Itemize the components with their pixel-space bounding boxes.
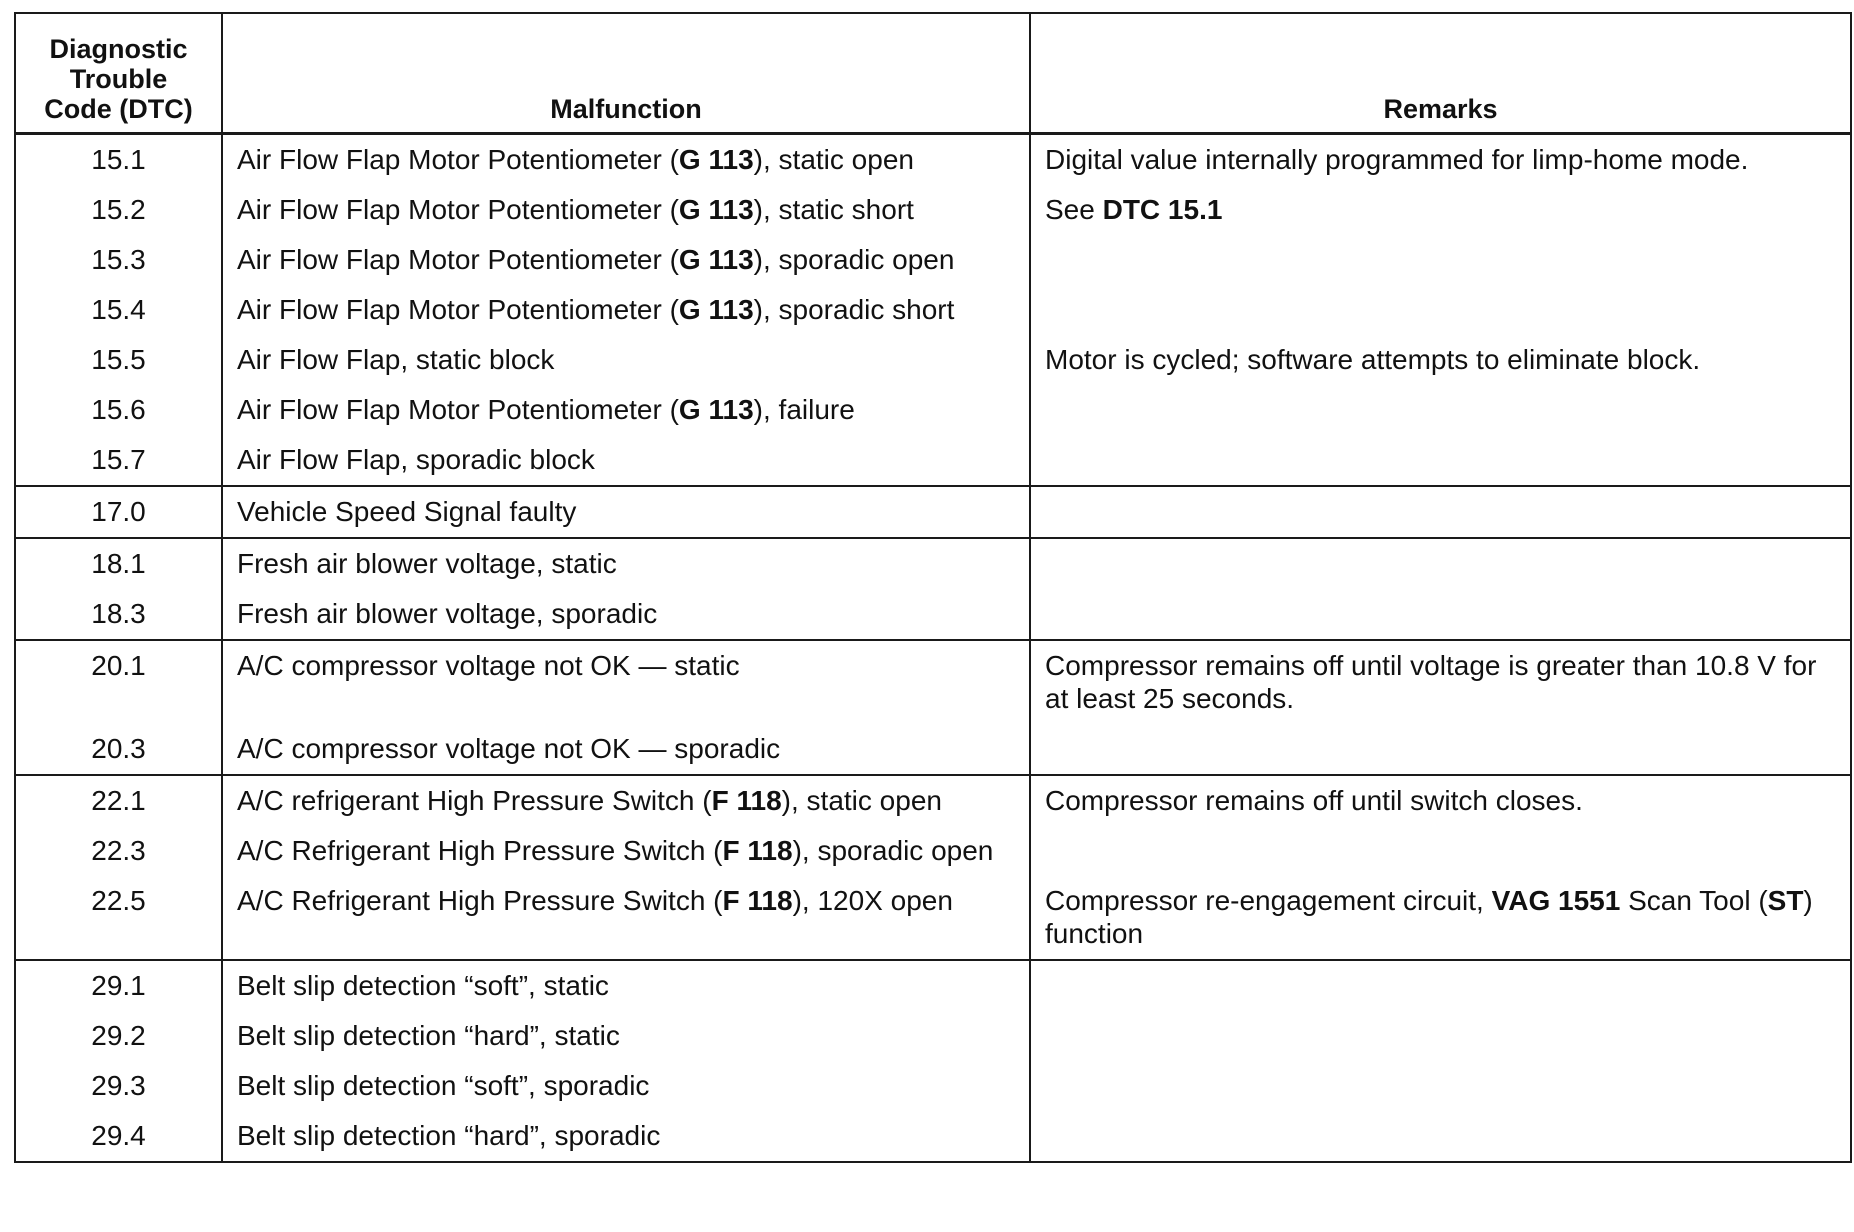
malfunction-text: F 118 <box>711 785 782 816</box>
malfunction-cell <box>222 826 1030 876</box>
malfunction-cell <box>222 724 1030 775</box>
dtc-code: 22.3 <box>15 826 222 876</box>
dtc-code: 17.0 <box>15 486 222 538</box>
malfunction-text: ), static short <box>753 194 914 225</box>
dtc-code: 18.1 <box>15 538 222 589</box>
table-row <box>15 640 1851 724</box>
dtc-code: 15.2 <box>15 185 222 235</box>
dtc-code: 22.1 <box>15 775 222 826</box>
malfunction-text: G 113 <box>678 294 754 325</box>
table-row <box>15 960 1851 1011</box>
remarks-cell <box>1030 960 1851 1011</box>
malfunction-cell <box>222 285 1030 335</box>
remarks-cell <box>1030 1061 1851 1111</box>
remarks-text: Compressor remains off until switch closes. <box>1045 785 1583 816</box>
dtc-code: 15.3 <box>15 235 222 285</box>
malfunction-cell <box>222 1011 1030 1061</box>
malfunction-cell <box>222 775 1030 826</box>
dtc-table <box>14 12 1852 1163</box>
remarks-cell <box>1030 538 1851 589</box>
malfunction-text: ), failure <box>753 394 855 425</box>
remarks-text: Scan Tool ( <box>1620 885 1768 916</box>
table-row <box>15 775 1851 826</box>
malfunction-cell <box>222 134 1030 186</box>
malfunction-text: ), static open <box>781 785 942 816</box>
malfunction-text: Belt slip detection “hard”, sporadic <box>237 1120 661 1151</box>
remarks-cell <box>1030 1111 1851 1162</box>
table-row <box>15 876 1851 960</box>
remarks-cell <box>1030 775 1851 826</box>
malfunction-text: A/C Refrigerant High Pressure Switch ( <box>237 835 723 866</box>
malfunction-text: ), sporadic open <box>792 835 994 866</box>
remarks-cell <box>1030 486 1851 538</box>
dtc-code: 15.7 <box>15 435 222 486</box>
malfunction-text: Belt slip detection “hard”, static <box>237 1020 620 1051</box>
malfunction-text: F 118 <box>722 885 793 916</box>
dtc-code: 20.3 <box>15 724 222 775</box>
malfunction-text: G 113 <box>678 144 754 175</box>
malfunction-text: Air Flow Flap Motor Potentiometer ( <box>237 194 679 225</box>
malfunction-cell <box>222 960 1030 1011</box>
table-row <box>15 589 1851 640</box>
malfunction-cell <box>222 486 1030 538</box>
header-malfunction: Malfunction <box>222 13 1030 134</box>
malfunction-text: ), sporadic short <box>753 294 955 325</box>
remarks-text: See <box>1045 194 1103 225</box>
remarks-cell <box>1030 435 1851 486</box>
malfunction-text: G 113 <box>678 394 754 425</box>
dtc-code: 22.5 <box>15 876 222 960</box>
table-row <box>15 538 1851 589</box>
malfunction-text: Air Flow Flap, sporadic block <box>237 444 595 475</box>
remarks-text: Compressor re-engagement circuit, <box>1045 885 1492 916</box>
remarks-text: Motor is cycled; software attempts to eliminate block. <box>1045 344 1701 375</box>
dtc-group <box>15 640 1851 775</box>
table-row <box>15 335 1851 385</box>
malfunction-text: ), static open <box>753 144 914 175</box>
malfunction-text: Air Flow Flap Motor Potentiometer ( <box>237 294 679 325</box>
malfunction-text: Belt slip detection “soft”, static <box>237 970 609 1001</box>
header-remarks: Remarks <box>1030 13 1851 134</box>
remarks-text: DTC 15.1 <box>1102 194 1223 225</box>
remarks-cell <box>1030 724 1851 775</box>
malfunction-text: A/C refrigerant High Pressure Switch ( <box>237 785 712 816</box>
dtc-group <box>15 486 1851 538</box>
remarks-cell <box>1030 285 1851 335</box>
remarks-cell <box>1030 134 1851 186</box>
remarks-cell <box>1030 385 1851 435</box>
table-row <box>15 486 1851 538</box>
malfunction-cell <box>222 538 1030 589</box>
table-row <box>15 385 1851 435</box>
malfunction-cell <box>222 1111 1030 1162</box>
malfunction-text: ), sporadic open <box>753 244 955 275</box>
malfunction-cell <box>222 640 1030 724</box>
malfunction-text: Fresh air blower voltage, static <box>237 548 617 579</box>
dtc-group <box>15 134 1851 487</box>
remarks-text: VAG 1551 <box>1491 885 1621 916</box>
remarks-cell <box>1030 185 1851 235</box>
table-row <box>15 435 1851 486</box>
table-row <box>15 1111 1851 1162</box>
malfunction-text: A/C compressor voltage not OK — static <box>237 650 740 681</box>
table-row <box>15 826 1851 876</box>
remarks-text: Digital value internally programmed for limp-home mode. <box>1045 144 1749 175</box>
malfunction-text: G 113 <box>678 244 754 275</box>
dtc-code: 15.5 <box>15 335 222 385</box>
table-row <box>15 235 1851 285</box>
dtc-code: 15.1 <box>15 134 222 186</box>
dtc-code: 29.1 <box>15 960 222 1011</box>
malfunction-cell <box>222 385 1030 435</box>
malfunction-text: Fresh air blower voltage, sporadic <box>237 598 658 629</box>
malfunction-text: G 113 <box>678 194 754 225</box>
malfunction-text: Belt slip detection “soft”, sporadic <box>237 1070 650 1101</box>
table-header <box>15 13 1851 134</box>
header-row <box>15 13 1851 134</box>
remarks-cell <box>1030 640 1851 724</box>
malfunction-cell <box>222 589 1030 640</box>
remarks-cell <box>1030 876 1851 960</box>
malfunction-text: F 118 <box>722 835 793 866</box>
header-dtc-line-1: Diagnostic <box>49 34 188 64</box>
malfunction-text: A/C Refrigerant High Pressure Switch ( <box>237 885 723 916</box>
table-row <box>15 1061 1851 1111</box>
table-row <box>15 185 1851 235</box>
malfunction-text: Air Flow Flap, static block <box>237 344 555 375</box>
table-row <box>15 285 1851 335</box>
dtc-code: 15.6 <box>15 385 222 435</box>
dtc-group <box>15 960 1851 1162</box>
table-row <box>15 724 1851 775</box>
remarks-cell <box>1030 826 1851 876</box>
header-dtc <box>15 13 222 134</box>
malfunction-cell <box>222 435 1030 486</box>
malfunction-text: Vehicle Speed Signal faulty <box>237 496 577 527</box>
remarks-cell <box>1030 235 1851 285</box>
table-row <box>15 134 1851 186</box>
remarks-text: Compressor remains off until voltage is greater than 10.8 V for at least 25 seconds. <box>1045 650 1817 714</box>
dtc-code: 18.3 <box>15 589 222 640</box>
header-dtc-line-2: Trouble <box>69 64 168 94</box>
dtc-code: 29.3 <box>15 1061 222 1111</box>
malfunction-cell <box>222 1061 1030 1111</box>
remarks-cell <box>1030 335 1851 385</box>
remarks-cell <box>1030 589 1851 640</box>
dtc-code: 29.4 <box>15 1111 222 1162</box>
malfunction-text: ), 120X open <box>792 885 953 916</box>
malfunction-text: A/C compressor voltage not OK — sporadic <box>237 733 781 764</box>
malfunction-cell <box>222 235 1030 285</box>
malfunction-cell <box>222 335 1030 385</box>
dtc-group <box>15 775 1851 960</box>
header-dtc-line-3: Code (DTC) <box>44 94 193 124</box>
dtc-group <box>15 538 1851 640</box>
malfunction-cell <box>222 185 1030 235</box>
dtc-code: 20.1 <box>15 640 222 724</box>
remarks-text: ) function <box>1045 885 1813 949</box>
malfunction-cell <box>222 876 1030 960</box>
remarks-cell <box>1030 1011 1851 1061</box>
malfunction-text: Air Flow Flap Motor Potentiometer ( <box>237 144 679 175</box>
malfunction-text: Air Flow Flap Motor Potentiometer ( <box>237 244 679 275</box>
dtc-code: 29.2 <box>15 1011 222 1061</box>
remarks-text: ST <box>1767 885 1804 916</box>
malfunction-text: Air Flow Flap Motor Potentiometer ( <box>237 394 679 425</box>
dtc-code: 15.4 <box>15 285 222 335</box>
table-row <box>15 1011 1851 1061</box>
